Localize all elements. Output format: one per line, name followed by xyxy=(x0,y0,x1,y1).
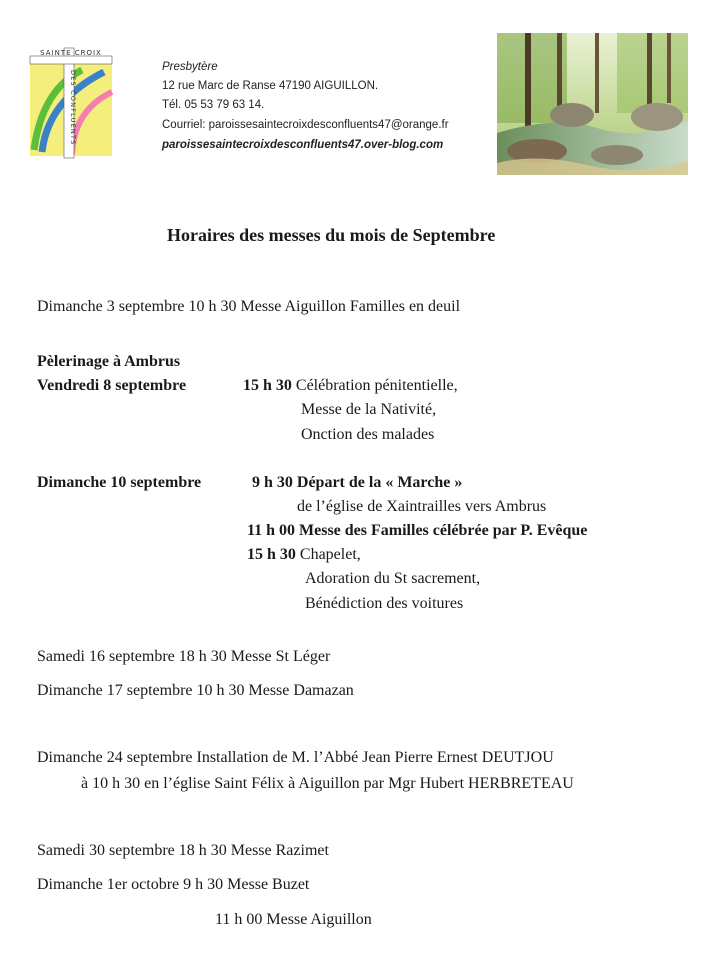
sainte-croix-logo-graphic xyxy=(12,30,130,172)
email-line[interactable]: Courriel: paroissesaintecroixdesconfluents47@orange.fr xyxy=(162,119,449,131)
phone-line: Tél. 05 53 79 63 14. xyxy=(162,99,265,111)
friday-activity-1: Célébration pénitentielle, xyxy=(291,377,458,394)
schedule-line-oct1-late: 11 h 00 Messe Aiguillon xyxy=(215,911,372,928)
parish-logo xyxy=(12,30,130,172)
schedule-line-sep24-detail: à 10 h 30 en l’église Saint Félix à Aiguillon par Mgr Hubert HERBRETEAU xyxy=(81,775,574,792)
sunday10-date: Dimanche 10 septembre xyxy=(37,474,202,491)
friday-line xyxy=(243,377,458,395)
schedule-line-sep24: Dimanche 24 septembre Installation de M. l’Abbé Jean Pierre Ernest DEUTJOU xyxy=(37,749,554,766)
sunday10-benediction: Bénédiction des voitures xyxy=(305,595,464,612)
presbytere-label: Presbytère xyxy=(162,61,218,73)
svg-text:DES CONFLUENTS: DES CONFLUENTS xyxy=(69,70,77,146)
sunday10-afternoon xyxy=(247,546,361,564)
pilgrimage-heading: Pèlerinage à Ambrus xyxy=(37,353,181,370)
sunday10-march-route: de l’église de Xaintrailles vers Ambrus xyxy=(297,498,547,515)
sunday10-march: 9 h 30 Départ de la « Marche » xyxy=(252,474,463,491)
schedule-line-sep16: Samedi 16 septembre 18 h 30 Messe St Léger xyxy=(37,648,331,665)
svg-text:SAINTE CROIX: SAINTE CROIX xyxy=(40,49,102,57)
schedule-line-sep30: Samedi 30 septembre 18 h 30 Messe Razimet xyxy=(37,842,329,859)
friday-time: 15 h 30 xyxy=(243,377,292,394)
schedule-line-sep3: Dimanche 3 septembre 10 h 30 Messe Aiguillon Familles en deuil xyxy=(37,298,461,315)
friday-date: Vendredi 8 septembre xyxy=(37,377,187,394)
friday-activity-3: Onction des malades xyxy=(301,426,435,443)
sunday10-chapelet: Chapelet, xyxy=(295,546,361,563)
friday-activity-2: Messe de la Nativité, xyxy=(301,401,437,418)
sunday10-mass: 11 h 00 Messe des Familles célébrée par P. Evêque xyxy=(247,522,588,539)
schedule-line-sep17: Dimanche 17 septembre 10 h 30 Messe Damazan xyxy=(37,682,354,699)
blog-link[interactable]: paroissesaintecroixdesconfluents47.over-blog.com xyxy=(162,139,444,151)
sunday10-afternoon-time: 15 h 30 xyxy=(247,546,296,563)
address-line: 12 rue Marc de Ranse 47190 AIGUILLON. xyxy=(162,80,379,92)
river-forest-photo xyxy=(497,33,688,175)
page-title: Horaires des messes du mois de Septembre xyxy=(167,225,496,245)
schedule-line-oct1: Dimanche 1er octobre 9 h 30 Messe Buzet xyxy=(37,876,310,893)
sunday10-adoration: Adoration du St sacrement, xyxy=(305,570,481,587)
